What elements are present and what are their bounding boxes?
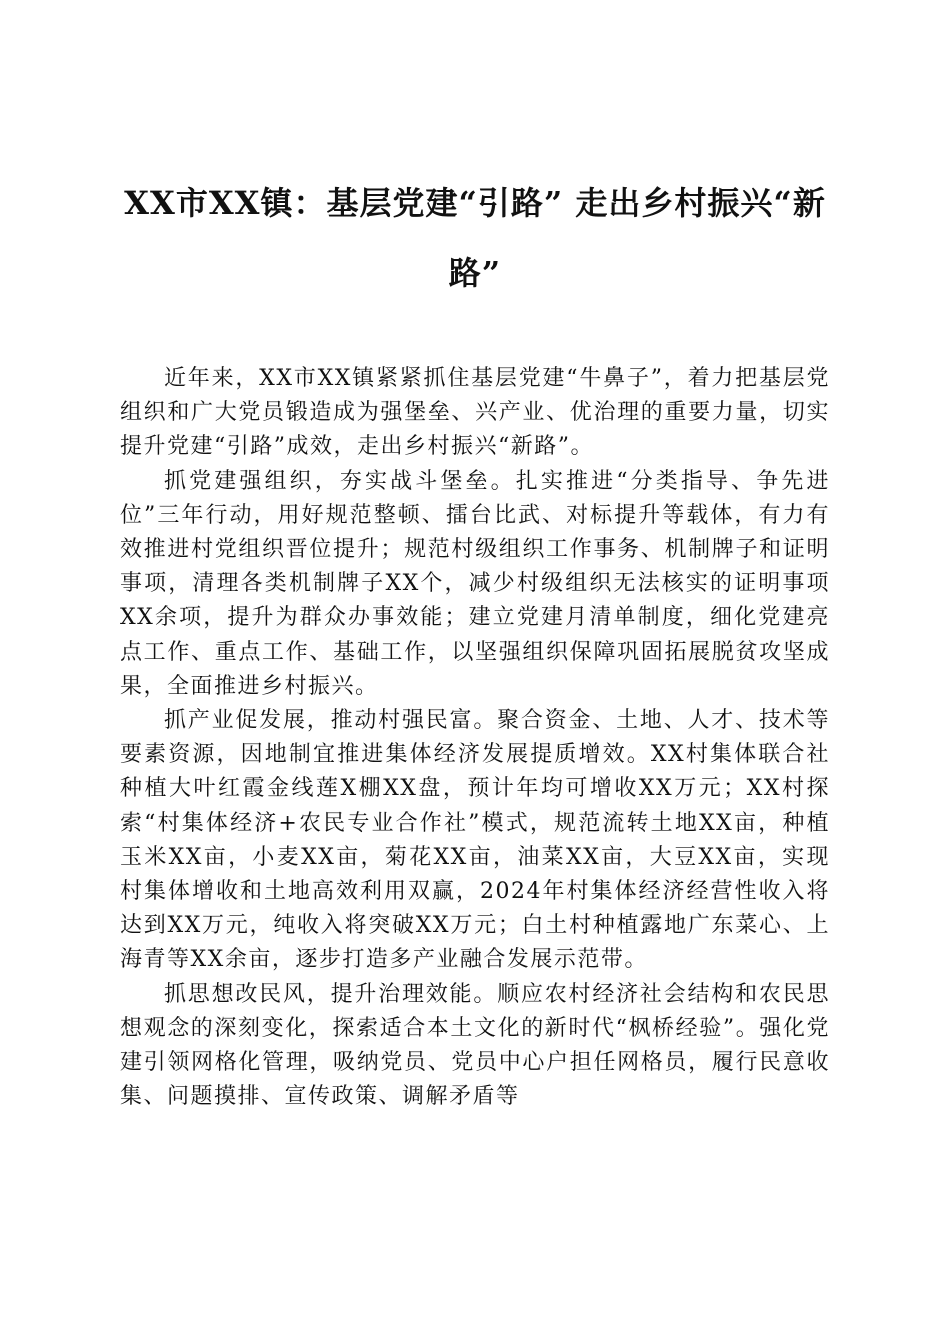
paragraph-organization: 抓党建强组织，夯实战斗堡垒。扎实推进“分类指导、争先进位”三年行动，用好规范整顿、擂台比武、对标提升等载体，有力有效推进村党组织晋位提升；规范村级组织工作事务、机制牌子和证明事项，清理各类机制牌子XX个，减少村级组织无法核实的证明事项XX余项，提升为群众办事效能；建立党建月清单制度，细化党建亮点工作、重点工作、基础工作，以坚强组织保障巩固拓展脱贫攻坚成果，全面推进乡村振兴。 xyxy=(120,468,830,699)
document-title: XX市XX镇：基层党建“引路” 走出乡村振兴“新路” xyxy=(124,184,826,292)
document-body xyxy=(120,362,830,1114)
paragraph-intro: 近年来，XX市XX镇紧紧抓住基层党建“牛鼻子”，着力把基层党组织和广大党员锻造成为强堡垒、兴产业、优治理的重要力量，切实提升党建“引路”成效，走出乡村振兴“新路”。 xyxy=(120,366,830,460)
paragraph-governance: 抓思想改民风，提升治理效能。顺应农村经济社会结构和农民思想观念的深刻变化，探索适合本土文化的新时代“枫桥经验”。强化党建引领网格化管理，吸纳党员、党员中心户担任网格员，履行民意收集、问题摸排、宣传政策、调解矛盾等 xyxy=(120,981,830,1110)
paragraph-industry: 抓产业促发展，推动村强民富。聚合资金、土地、人才、技术等要素资源，因地制宜推进集体经济发展提质增效。XX村集体联合社种植大叶红霞金线莲X棚XX盘，预计年均可增收XX万元；XX村探索“村集体经济+农民专业合作社”模式，规范流转土地XX亩，种植玉米XX亩，小麦XX亩，菊花XX亩，油菜XX亩，大豆XX亩，实现村集体增收和土地高效利用双赢，2024年村集体经济经营性收入将达到XX万元，纯收入将突破XX万元；白土村种植露地广东菜心、上海青等XX余亩，逐步打造多产业融合发展示范带。 xyxy=(120,708,830,973)
